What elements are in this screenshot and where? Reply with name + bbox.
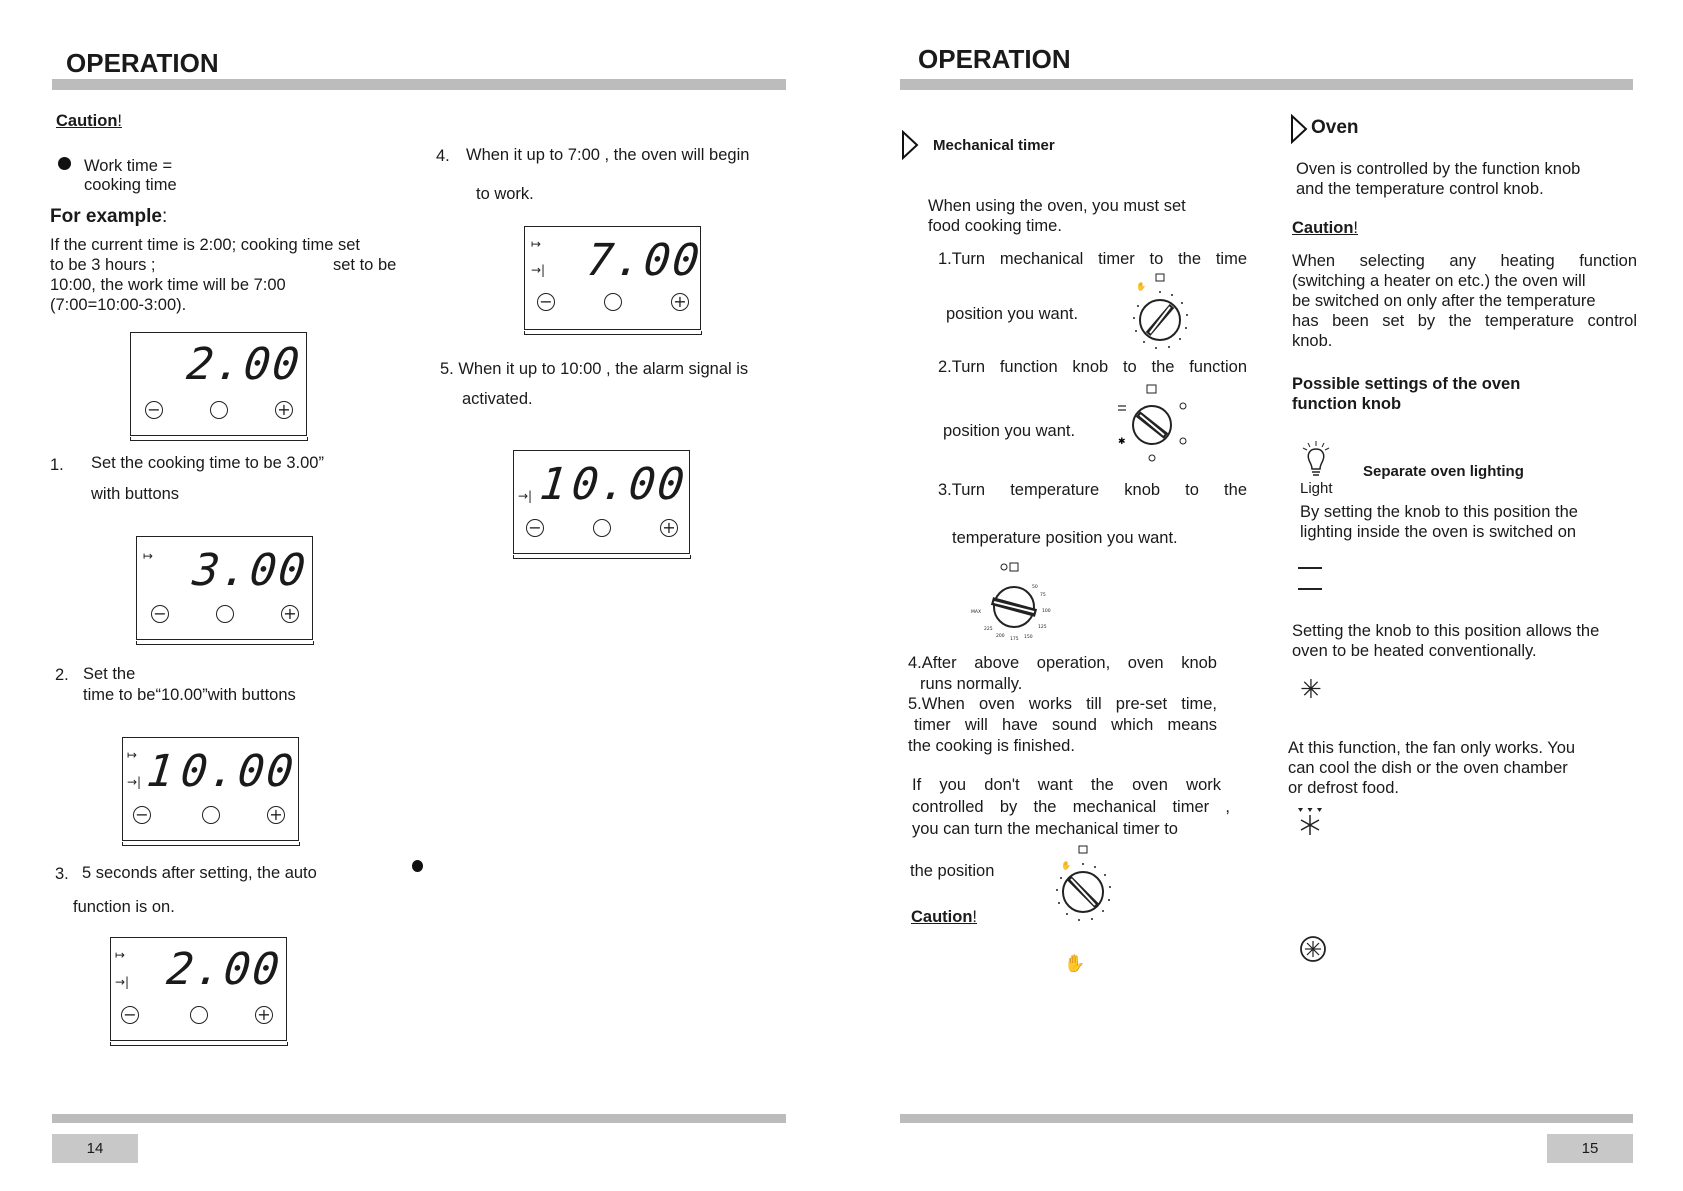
mech-position-text: the position	[910, 862, 995, 880]
step2-number: 2.	[55, 666, 69, 684]
mech-step2-line2: position you want.	[943, 422, 1076, 440]
display-digits: 0.00	[178, 746, 298, 797]
fan-oven-icon	[1299, 935, 1327, 963]
left-caution-heading	[56, 111, 122, 131]
step1-line2: with buttons	[91, 485, 180, 503]
mode-button[interactable]	[202, 806, 220, 824]
display-digits: 7.00	[584, 235, 704, 286]
example-line1: If the current time is 2:00; cooking time set	[50, 236, 360, 254]
temperature-mark: 100	[1042, 609, 1051, 614]
step2-line1: Set the	[83, 665, 136, 683]
svg-text:✱: ✱	[1118, 437, 1126, 447]
plus-button[interactable]: +	[267, 806, 285, 824]
mode-button[interactable]	[604, 293, 622, 311]
oven-caution-line1: When selecting any heating function	[1292, 252, 1637, 270]
top-heater-icon	[1298, 567, 1322, 569]
step2-line2: time to be“10.00”with buttons	[83, 686, 296, 704]
timer-display-3	[122, 737, 299, 841]
end-time-icon: →|	[127, 775, 142, 789]
example-line2b: set to be	[333, 256, 397, 274]
step3-line2: function is on.	[73, 898, 175, 916]
step3-line1: 5 seconds after setting, the auto	[82, 864, 317, 882]
example-colon: :	[161, 206, 168, 227]
timer-display-1	[130, 332, 307, 436]
mech-note-line3: you can turn the mechanical timer to	[912, 820, 1178, 838]
plus-button[interactable]: +	[660, 519, 678, 537]
temperature-mark: 50	[1032, 585, 1038, 590]
minus-button[interactable]: −	[145, 401, 163, 419]
light-title: Separate oven lighting	[1363, 463, 1524, 480]
left-header-bar	[52, 79, 786, 90]
right-caution-label: Caution	[911, 908, 973, 926]
end-time-icon: →|	[115, 975, 130, 989]
step3-number: 3.	[55, 865, 69, 883]
work-time-line1: Work time =	[84, 157, 173, 175]
temperature-mark: 200	[996, 634, 1005, 639]
example-line4: (7:00=10:00-3:00).	[50, 296, 187, 314]
defrost-icon	[1296, 806, 1324, 838]
timer-display-4	[110, 937, 287, 1041]
hand-icon: ✋	[1064, 954, 1086, 974]
end-time-icon: →|	[518, 489, 533, 503]
display-digits: 2.00	[164, 944, 284, 995]
step5-line1: 5. When it up to 10:00 , the alarm signal is	[440, 360, 749, 378]
plus-button[interactable]: +	[275, 401, 293, 419]
settings-title-2: function knob	[1292, 395, 1402, 413]
mech-intro-2: food cooking time.	[928, 217, 1062, 235]
fan-text-2: can cool the dish or the oven chamber	[1288, 759, 1568, 777]
right-header-bar	[900, 79, 1633, 90]
temperature-mark: 225	[984, 627, 993, 632]
duration-icon: ↦	[531, 237, 542, 251]
svg-text:✋: ✋	[1061, 861, 1071, 870]
mech-step3-line1: 3.Turn temperature knob to the	[938, 481, 1247, 499]
minus-button[interactable]: −	[121, 1006, 139, 1024]
temperature-mark: 175	[1010, 637, 1019, 642]
display-digits: 2.00	[184, 339, 304, 390]
plus-button[interactable]: +	[281, 605, 299, 623]
conv-text-2: oven to be heated conventionally.	[1292, 642, 1537, 660]
arrow-marker-icon	[1290, 114, 1308, 144]
mode-button[interactable]	[216, 605, 234, 623]
bottom-heater-icon	[1298, 588, 1322, 590]
mech-step5-line1: 5.When oven works till pre-set time,	[908, 695, 1217, 713]
step4-line1: When it up to 7:00 , the oven will begin	[466, 146, 750, 164]
timer-knob-off-icon	[1043, 842, 1123, 932]
step5-line2: activated.	[462, 390, 533, 408]
mech-step3-line2: temperature position you want.	[952, 529, 1178, 547]
example-line2: to be 3 hours ;	[50, 256, 156, 274]
display-digit-one: 1	[144, 746, 179, 797]
mech-step4-line1: 4.After above operation, oven knob	[908, 654, 1217, 672]
mech-note-line2: controlled by the mechanical timer ,	[912, 798, 1230, 816]
minus-button[interactable]: −	[133, 806, 151, 824]
oven-caution-line2: (switching a heater on etc.) the oven will	[1292, 272, 1586, 290]
bullet-dot	[412, 860, 423, 872]
minus-button[interactable]: −	[151, 605, 169, 623]
end-time-icon: →|	[531, 263, 546, 277]
left-caution-label: Caution	[56, 112, 118, 130]
oven-caution-label: Caution	[1292, 219, 1354, 237]
step1-line1: Set the cooking time to be 3.00”	[91, 454, 324, 472]
temperature-mark: 75	[1040, 593, 1046, 598]
duration-icon: ↦	[143, 549, 154, 563]
work-time-line2: cooking time	[84, 176, 177, 194]
right-page-title: OPERATION	[918, 44, 1071, 74]
example-heading	[50, 206, 167, 228]
minus-button[interactable]: −	[537, 293, 555, 311]
arrow-marker-icon	[901, 130, 919, 160]
plus-button[interactable]: +	[255, 1006, 273, 1024]
temperature-knob-icon	[966, 558, 1066, 648]
mech-step5-line3: the cooking is finished.	[908, 737, 1075, 755]
oven-caution-heading	[1292, 218, 1358, 238]
mode-button[interactable]	[190, 1006, 208, 1024]
light-text-1: By setting the knob to this position the	[1300, 503, 1578, 521]
right-footer-bar	[900, 1114, 1633, 1123]
fan-text-1: At this function, the fan only works. You	[1288, 739, 1576, 757]
oven-caution-line4: has been set by the temperature control	[1292, 312, 1637, 330]
step4-number: 4.	[436, 147, 450, 165]
minus-button[interactable]: −	[526, 519, 544, 537]
mech-step1-line1: 1.Turn mechanical timer to the time	[938, 250, 1247, 268]
timer-display-6	[513, 450, 690, 554]
step1-number: 1.	[50, 456, 64, 474]
mech-note-line1: If you don't want the oven work	[912, 776, 1221, 794]
left-footer-bar	[52, 1114, 786, 1123]
oven-intro-2: and the temperature control knob.	[1296, 180, 1544, 198]
left-caution-mark: !	[117, 112, 123, 130]
oven-intro-1: Oven is controlled by the function knob	[1296, 160, 1581, 178]
oven-title: Oven	[1311, 117, 1359, 138]
oven-caution-line3: be switched on only after the temperature	[1292, 292, 1596, 310]
light-text-2: lighting inside the oven is switched on	[1300, 523, 1577, 541]
right-caution-mark: !	[972, 908, 978, 926]
temperature-mark: MAX	[971, 610, 982, 615]
right-caution-heading	[911, 907, 977, 927]
mode-button[interactable]	[210, 401, 228, 419]
mech-step4-line2: runs normally.	[920, 675, 1023, 693]
settings-title-1: Possible settings of the oven	[1292, 375, 1521, 393]
example-title: For example	[50, 206, 162, 227]
step4-line2: to work.	[476, 185, 534, 203]
fan-text-3: or defrost food.	[1288, 779, 1399, 797]
mode-button[interactable]	[593, 519, 611, 537]
temperature-mark: 125	[1038, 625, 1047, 630]
mech-timer-title: Mechanical timer	[933, 137, 1055, 154]
mech-step2-line1: 2.Turn function knob to the function	[938, 358, 1247, 376]
plus-button[interactable]: +	[671, 293, 689, 311]
mech-step5-line2: timer will have sound which means	[914, 716, 1217, 734]
light-bulb-icon	[1300, 440, 1332, 480]
timer-display-5	[524, 226, 704, 330]
fan-icon: ✳	[1300, 675, 1322, 705]
right-page-number: 15	[1547, 1134, 1633, 1163]
duration-icon: ↦	[127, 748, 138, 762]
example-line3: 10:00, the work time will be 7:00	[50, 276, 286, 294]
temperature-mark: 150	[1024, 635, 1033, 640]
display-digit-one: 1	[537, 459, 572, 510]
mech-intro-1: When using the oven, you must set	[928, 197, 1186, 215]
light-label: Light	[1300, 480, 1333, 497]
left-page-number: 14	[52, 1134, 138, 1163]
timer-display-2	[136, 536, 313, 640]
display-digits: 3.00	[190, 545, 310, 596]
timer-knob-icon	[1120, 270, 1200, 360]
duration-icon: ↦	[115, 948, 126, 962]
function-knob-icon	[1112, 380, 1192, 465]
mech-step1-line2: position you want.	[946, 305, 1079, 323]
oven-caution-line5: knob.	[1292, 332, 1333, 350]
bullet-dot	[58, 157, 71, 170]
oven-caution-mark: !	[1353, 219, 1359, 237]
svg-text:✋: ✋	[1136, 282, 1146, 291]
left-page-title: OPERATION	[66, 48, 219, 78]
conv-text-1: Setting the knob to this position allows the	[1292, 622, 1600, 640]
display-digits: 0.00	[569, 459, 689, 510]
